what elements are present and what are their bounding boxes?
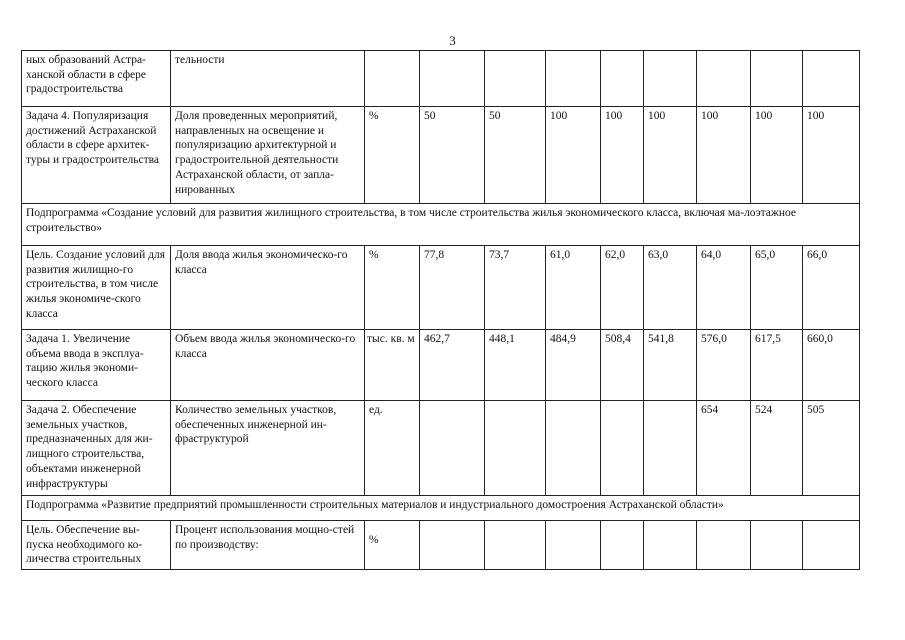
table-row: [22, 330, 860, 401]
subprogram-title: Подпрограмма «Развитие предприятий промышленности строительных материалов и индустриального домостроения Астраханской области»: [22, 496, 860, 521]
indicator-cell: Количество земельных участков, обеспеченных инженерной ин-фраструктурой: [171, 401, 365, 496]
value-cell: [644, 521, 697, 570]
value-cell: 448,1: [485, 330, 546, 401]
value-cell: [644, 51, 697, 107]
unit-cell: тыс. кв. м: [365, 330, 420, 401]
value-cell: 576,0: [697, 330, 751, 401]
value-cell: [697, 521, 751, 570]
value-cell: [601, 401, 644, 496]
value-cell: 64,0: [697, 246, 751, 330]
indicators-table: [21, 50, 860, 570]
unit-cell: [365, 51, 420, 107]
value-cell: 77,8: [420, 246, 485, 330]
indicator-cell: Доля проведенных мероприятий, направленных на освещение и популяризацию архитектурной и градостроительной деятельности Астраханской области, от запла-нированных: [171, 107, 365, 204]
value-cell: 50: [485, 107, 546, 204]
table-row: [22, 246, 860, 330]
indicator-cell: Процент использования мощно-стей по производству:: [171, 521, 365, 570]
value-cell: 524: [751, 401, 803, 496]
subprogram-title: Подпрограмма «Создание условий для развития жилищного строительства, в том числе строительства жилья экономического класса, включая ма-лоэтажное строительство»: [22, 204, 860, 246]
value-cell: [803, 51, 860, 107]
value-cell: 65,0: [751, 246, 803, 330]
value-cell: [420, 401, 485, 496]
indicator-cell: тельности: [171, 51, 365, 107]
table-row: [22, 51, 860, 107]
value-cell: 541,8: [644, 330, 697, 401]
subprogram-header-row: [22, 204, 860, 246]
value-cell: 508,4: [601, 330, 644, 401]
goal-cell: Задача 4. Популяризация достижений Астраханской области в сфере архитек-туры и градостроительства: [22, 107, 171, 204]
unit-cell: %: [365, 246, 420, 330]
goal-cell: Задача 1. Увеличение объема ввода в эксплуа-тацию жилья экономи-ческого класса: [22, 330, 171, 401]
unit-cell: ед.: [365, 401, 420, 496]
page-number: 3: [449, 33, 456, 48]
value-cell: [644, 401, 697, 496]
value-cell: [601, 521, 644, 570]
unit-cell: %: [365, 107, 420, 204]
value-cell: 63,0: [644, 246, 697, 330]
value-cell: [485, 401, 546, 496]
value-cell: 660,0: [803, 330, 860, 401]
value-cell: [485, 51, 546, 107]
value-cell: 484,9: [546, 330, 601, 401]
value-cell: [803, 521, 860, 570]
value-cell: 505: [803, 401, 860, 496]
value-cell: [485, 521, 546, 570]
goal-cell: Цель. Создание условий для развития жилищно-го строительства, в том числе жилья экономиче-ского класса: [22, 246, 171, 330]
value-cell: 73,7: [485, 246, 546, 330]
table-row: [22, 401, 860, 496]
value-cell: 100: [601, 107, 644, 204]
value-cell: 61,0: [546, 246, 601, 330]
subprogram-header-row: [22, 496, 860, 521]
goal-cell: Задача 2. Обеспечение земельных участков, предназначенных для жи-лищного строительства, объектами инженерной инфраструктуры: [22, 401, 171, 496]
value-cell: 100: [546, 107, 601, 204]
value-cell: [601, 51, 644, 107]
value-cell: 654: [697, 401, 751, 496]
indicator-cell: Доля ввода жилья экономическо-го класса: [171, 246, 365, 330]
value-cell: 100: [803, 107, 860, 204]
value-cell: [420, 51, 485, 107]
value-cell: [751, 51, 803, 107]
value-cell: [420, 521, 485, 570]
table-row: [22, 107, 860, 204]
value-cell: 100: [697, 107, 751, 204]
value-cell: [546, 521, 601, 570]
table-row: [22, 521, 860, 570]
value-cell: [546, 401, 601, 496]
goal-cell: Цель. Обеспечение вы-пуска необходимого ко-личества строительных: [22, 521, 171, 570]
unit-cell: %: [365, 521, 420, 570]
goal-cell: ных образований Астра-ханской области в сфере градостроительства: [22, 51, 171, 107]
value-cell: 100: [644, 107, 697, 204]
value-cell: 66,0: [803, 246, 860, 330]
value-cell: 617,5: [751, 330, 803, 401]
value-cell: 50: [420, 107, 485, 204]
value-cell: [546, 51, 601, 107]
value-cell: 62,0: [601, 246, 644, 330]
value-cell: [751, 521, 803, 570]
value-cell: 100: [751, 107, 803, 204]
indicator-cell: Объем ввода жилья экономическо-го класса: [171, 330, 365, 401]
value-cell: 462,7: [420, 330, 485, 401]
value-cell: [697, 51, 751, 107]
